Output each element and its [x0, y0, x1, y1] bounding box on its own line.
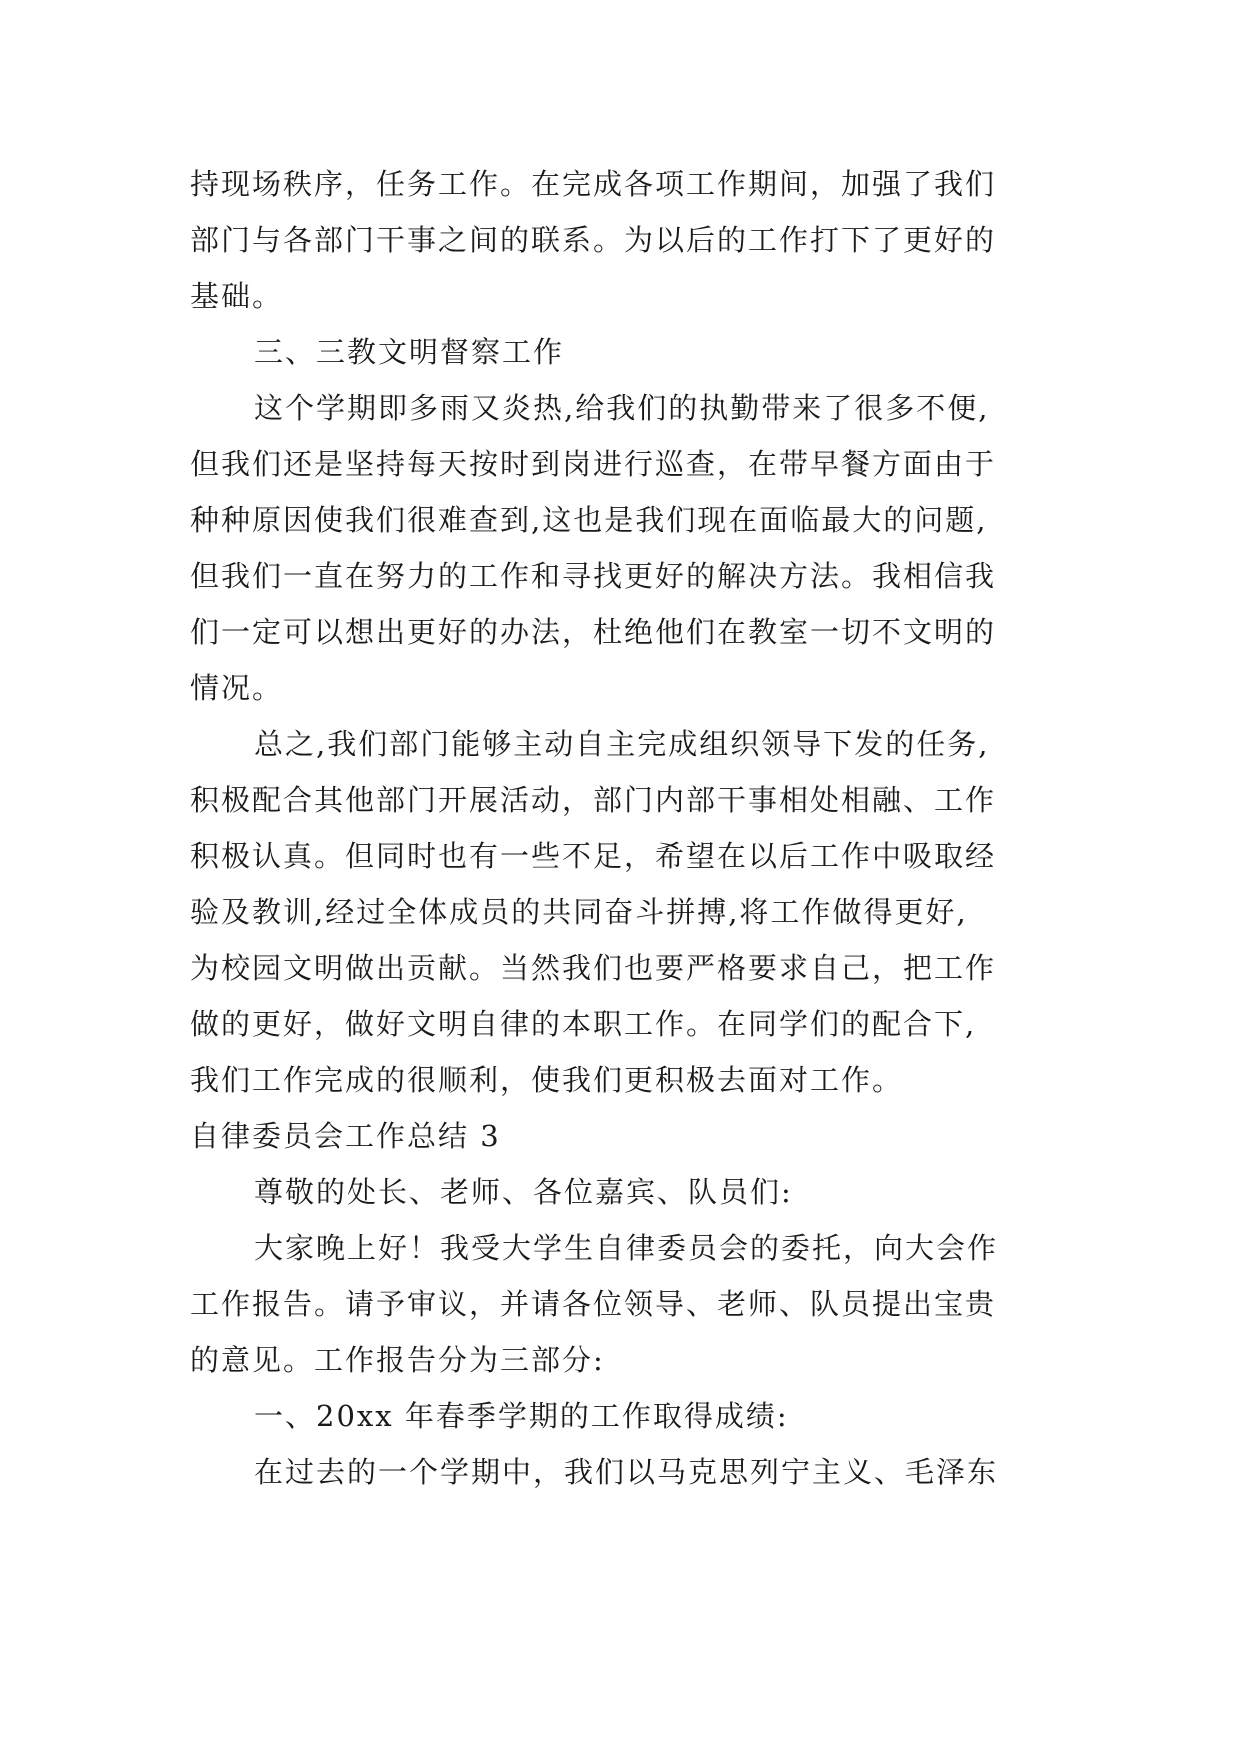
text-line: 积极配合其他部门开展活动，部门内部干事相处相融、工作 — [190, 783, 997, 817]
text-line: 但我们还是坚持每天按时到岗进行巡查，在带早餐方面由于 — [190, 447, 997, 481]
text-line: 大家晚上好！我受大学生自律委员会的委托，向大会作 — [254, 1231, 999, 1265]
text-line: 总之,我们部门能够主动自主完成组织领导下发的任务, — [254, 727, 990, 761]
text-line: 验及教训,经过全体成员的共同奋斗拼搏,将工作做得更好, — [190, 895, 968, 929]
text-line: 积极认真。但同时也有一些不足，希望在以后工作中吸取经 — [190, 839, 997, 873]
text-line: 在过去的一个学期中，我们以马克思列宁主义、毛泽东 — [254, 1455, 999, 1489]
text-line: 做的更好，做好文明自律的本职工作。在同学们的配合下, — [190, 1007, 977, 1041]
text-line: 情况。 — [190, 671, 284, 705]
text-line: 的意见。工作报告分为三部分: — [190, 1343, 605, 1377]
document-body — [190, 156, 1050, 1500]
text-line: 但我们一直在努力的工作和寻找更好的解决方法。我相信我 — [190, 559, 997, 593]
text-line: 们一定可以想出更好的办法，杜绝他们在教室一切不文明的 — [190, 615, 997, 649]
text-line: 自律委员会工作总结 3 — [190, 1119, 501, 1153]
text-line: 持现场秩序，任务工作。在完成各项工作期间，加强了我们 — [190, 167, 997, 201]
text-line: 一、20xx 年春季学期的工作取得成绩: — [254, 1399, 789, 1433]
text-line: 工作报告。请予审议，并请各位领导、老师、队员提出宝贵 — [190, 1287, 997, 1321]
text-line: 这个学期即多雨又炎热,给我们的执勤带来了很多不便, — [254, 391, 990, 425]
text-line: 基础。 — [190, 279, 284, 313]
text-line: 三、三教文明督察工作 — [254, 335, 565, 369]
text-line: 尊敬的处长、老师、各位嘉宾、队员们: — [254, 1175, 793, 1209]
text-line: 种种原因使我们很难查到,这也是我们现在面临最大的问题, — [190, 503, 988, 537]
text-line: 部门与各部门干事之间的联系。为以后的工作打下了更好的 — [190, 223, 997, 257]
text-line: 我们工作完成的很顺利，使我们更积极去面对工作。 — [190, 1063, 904, 1097]
text-line: 为校园文明做出贡献。当然我们也要严格要求自己，把工作 — [190, 951, 997, 985]
